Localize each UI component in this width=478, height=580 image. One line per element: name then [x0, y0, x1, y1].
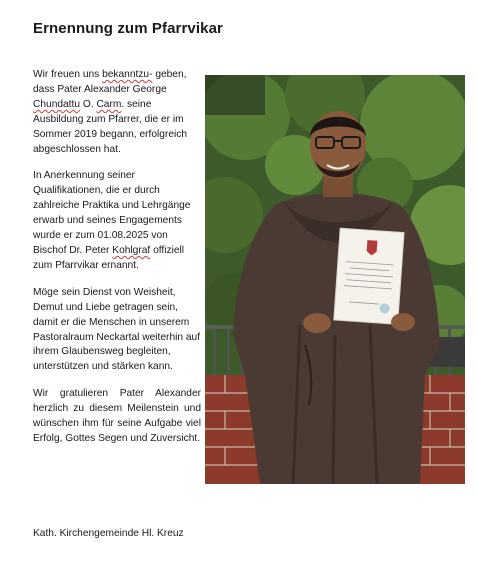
- text-segment: geben, dass Pater Alexander George: [33, 69, 187, 95]
- spellcheck-word: Chundattu: [33, 98, 81, 110]
- footer-signature: Kath. Kirchengemeinde Hl. Kreuz: [33, 528, 184, 539]
- spellcheck-word: Kohlgraf: [112, 244, 151, 256]
- paragraph-4: [33, 387, 201, 447]
- paragraph-3: [33, 286, 201, 375]
- paragraph-1: [33, 68, 201, 157]
- photo-illustration: [205, 75, 465, 484]
- text-segment: In Anerkennung seiner Qualifikationen, die er durch zahlreiche Praktika und Lehrgänge erwarb und seines Engagements wurde er zum 01.08.2025 von Bischof Dr. Peter: [33, 170, 191, 256]
- paragraph-2: [33, 169, 201, 273]
- text-segment: Wir freuen uns: [33, 69, 103, 80]
- text-segment: Wir gratulieren Pater Alexander herzlich zu diesem Meilenstein und wünschen ihm für seine Aufgabe viel Erfolg, Gottes Segen und Zuversicht.: [33, 388, 201, 444]
- text-segment: Möge sein Dienst von Weisheit, Demut und Liebe getragen sein, damit er die Menschen in unserem Pastoralraum Neckartal weiterhin auf ihrem Glaubensweg begleiten, unterstützen und stärken kann.: [33, 286, 201, 373]
- priest-photo: [205, 75, 465, 484]
- spellcheck-word: bekanntzu-: [102, 69, 153, 80]
- spellcheck-word: Carm: [96, 98, 122, 110]
- page-title: Ernennung zum Pfarrvikar: [33, 20, 223, 37]
- window-pane: [205, 75, 265, 115]
- left-hand: [303, 313, 331, 333]
- text-segment: . seine Ausbildung zum Pfarrer, die er im Sommer 2019 begann, erfolgreich abgeschlossen hat.: [33, 98, 188, 155]
- text-segment: O.: [80, 98, 97, 110]
- body-text-column: [33, 68, 201, 459]
- text-segment: offiziell zum Pfarrvikar ernannt.: [33, 244, 185, 271]
- certificate: [334, 228, 404, 324]
- right-hand: [391, 313, 415, 331]
